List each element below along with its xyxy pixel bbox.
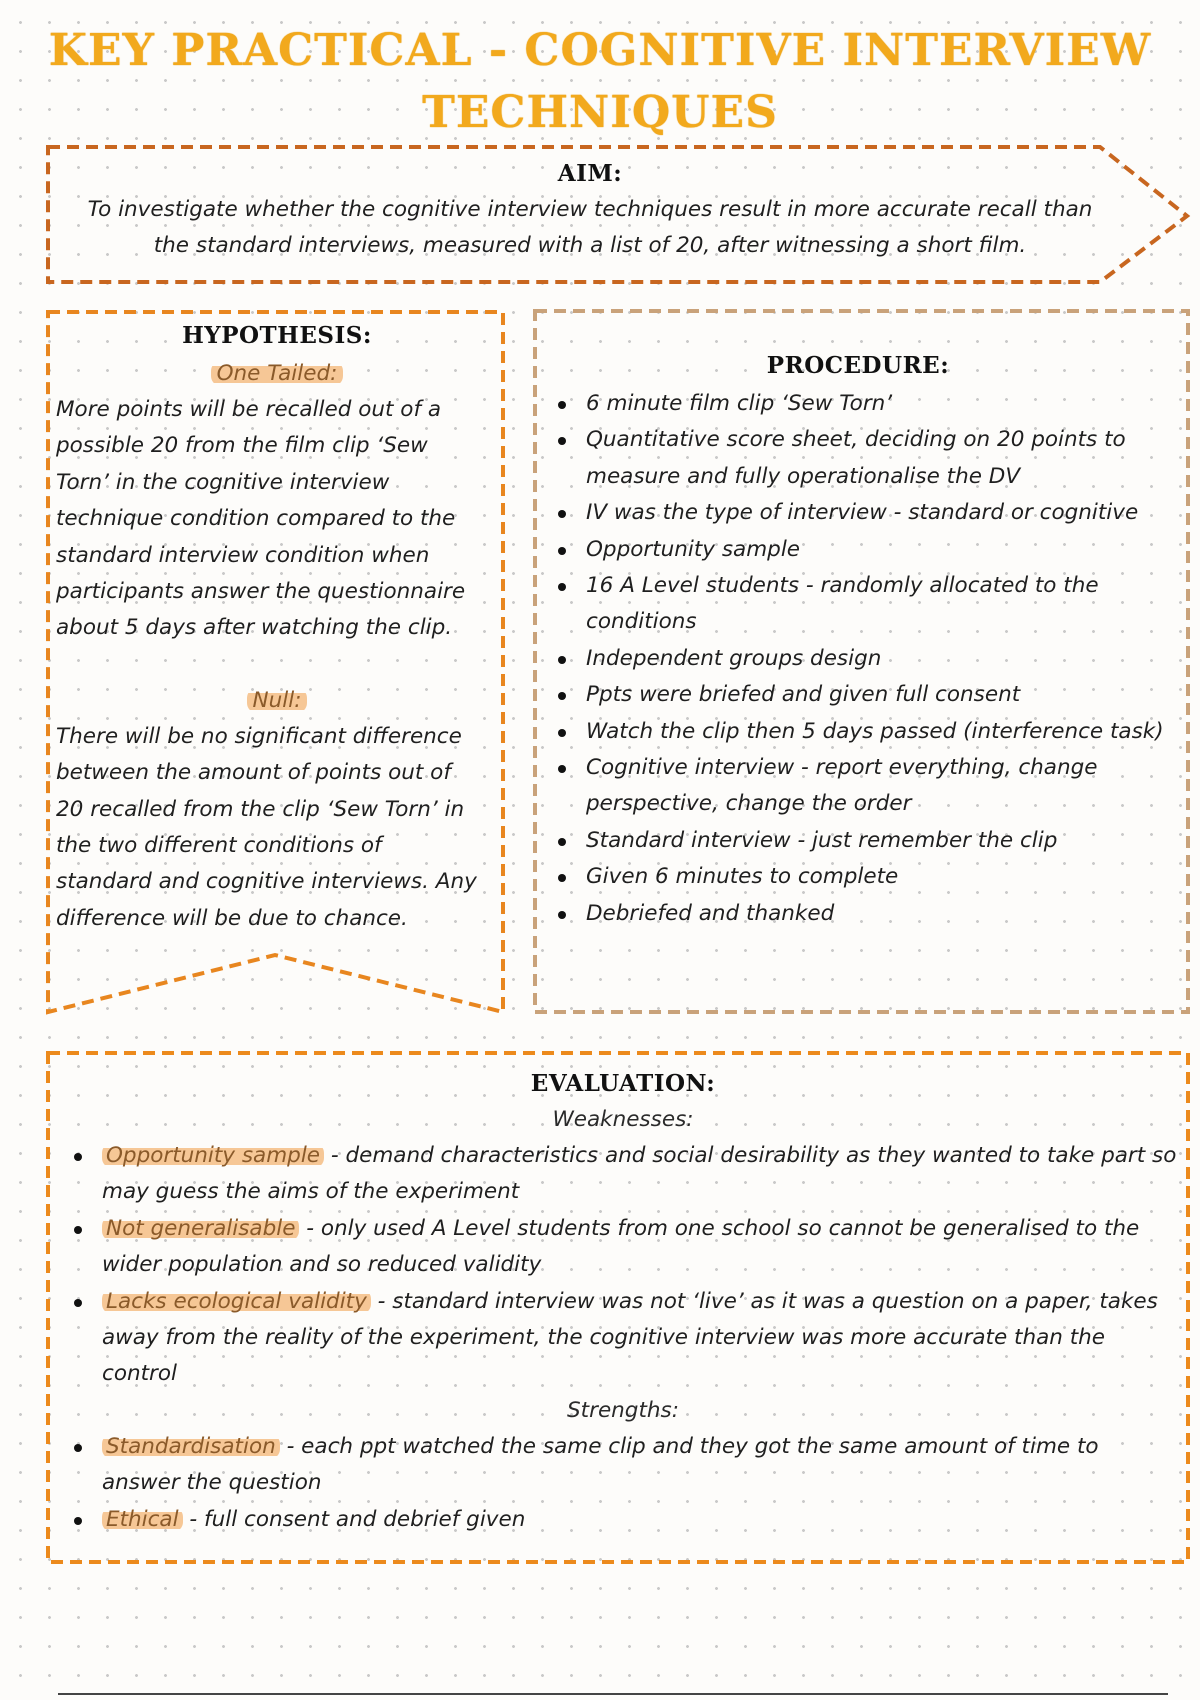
one-tailed-label: One Tailed: (211, 361, 344, 386)
null-hypothesis (56, 719, 498, 937)
hyp-line: about 5 days after watching the clip. (56, 615, 453, 641)
footer-rule (58, 1693, 1168, 1695)
list-item: Watch the clip then 5 days passed (interference task) (548, 714, 1168, 750)
list-item (68, 1284, 1178, 1393)
hypothesis-heading: HYPOTHESIS: (182, 322, 372, 349)
strengths-list (68, 1429, 1178, 1538)
hyp-line: Torn’ in the cognitive interview (56, 469, 390, 495)
hyp-line: possible 20 from the film clip ‘Sew (56, 433, 428, 459)
weakness-text: - demand characteristics and social desirability as they wanted to take part so may guess the aims of the experiment (102, 1143, 1177, 1205)
list-item: Ppts were briefed and given full consent (548, 677, 1168, 713)
aim-line-1: To investigate whether the cognitive interview techniques result in more accurate recall than (87, 197, 1093, 222)
list-item (68, 1429, 1178, 1502)
weakness-text: - only used A Level students from one school so cannot be generalised to the wider population and so reduced validity (102, 1215, 1140, 1278)
evaluation-section (68, 1066, 1178, 1538)
strength-text: - full consent and debrief given (182, 1506, 526, 1532)
null-label: Null: (247, 688, 308, 713)
hyp-line: the two different conditions of (56, 833, 382, 859)
page-title-line-2: TECHNIQUES (422, 87, 778, 138)
strength-term: Standardisation (102, 1434, 280, 1459)
aim-heading: AIM: (557, 160, 623, 187)
hyp-line: technique condition compared to the (56, 506, 456, 532)
list-item: Standard interview - just remember the clip (548, 823, 1168, 859)
hyp-line: difference will be due to chance. (56, 905, 408, 931)
hyp-line: standard and cognitive interviews. Any (56, 869, 477, 895)
hyp-line: between the amount of points out of (56, 760, 451, 786)
hyp-line: There will be no significant difference (56, 723, 462, 749)
strength-term: Ethical (102, 1507, 183, 1532)
aim-text (60, 192, 1120, 264)
list-item: Debriefed and thanked (548, 896, 1168, 932)
hyp-line: More points will be recalled out of a (56, 397, 442, 422)
strengths-label: Strengths: (567, 1397, 679, 1423)
weakness-term: Lacks ecological validity (102, 1289, 371, 1314)
hyp-line: 20 recalled from the clip ‘Sew Torn’ in (56, 796, 465, 822)
weaknesses-list (68, 1138, 1178, 1393)
one-tailed-hypothesis (56, 392, 498, 647)
weakness-term: Opportunity sample (102, 1143, 324, 1168)
page-title-line-1: KEY PRACTICAL - COGNITIVE INTERVIEW (48, 25, 1152, 76)
list-item: Cognitive interview - report everything, change perspective, change the order (548, 750, 1168, 823)
hyp-line: standard interview condition when (56, 542, 430, 568)
list-item (68, 1138, 1178, 1211)
list-item: Given 6 minutes to complete (548, 859, 1168, 895)
list-item: Independent groups design (548, 641, 1168, 677)
hyp-line: participants answer the questionnaire (56, 579, 466, 605)
procedure-heading: PROCEDURE: (766, 352, 950, 379)
list-item (68, 1502, 1178, 1538)
procedure-list (548, 386, 1168, 932)
list-item: Opportunity sample (548, 532, 1168, 568)
aim-line-2: the standard interviews, measured with a list of 20, after witnessing a short film. (153, 233, 1027, 258)
list-item: 16 A Level students - randomly allocated to the conditions (548, 568, 1168, 641)
list-item: Quantitative score sheet, deciding on 20 points to measure and fully operationalise the DV (548, 422, 1168, 495)
weakness-text: - standard interview was not ‘live’ as it was a question on a paper, takes away from the reality of the experiment, the cognitive interview was more accurate than the control (102, 1288, 1158, 1387)
hypothesis-section (56, 322, 498, 937)
list-item: IV was the type of interview - standard or cognitive (548, 495, 1168, 531)
strength-text: - each ppt watched the same clip and they got the same amount of time to answer the question (102, 1433, 1099, 1496)
list-item (68, 1211, 1178, 1284)
list-item: 6 minute film clip ‘Sew Torn’ (548, 386, 1168, 422)
weakness-term: Not generalisable (102, 1216, 299, 1241)
evaluation-heading: EVALUATION: (530, 1070, 716, 1097)
weaknesses-label: Weaknesses: (552, 1107, 694, 1132)
